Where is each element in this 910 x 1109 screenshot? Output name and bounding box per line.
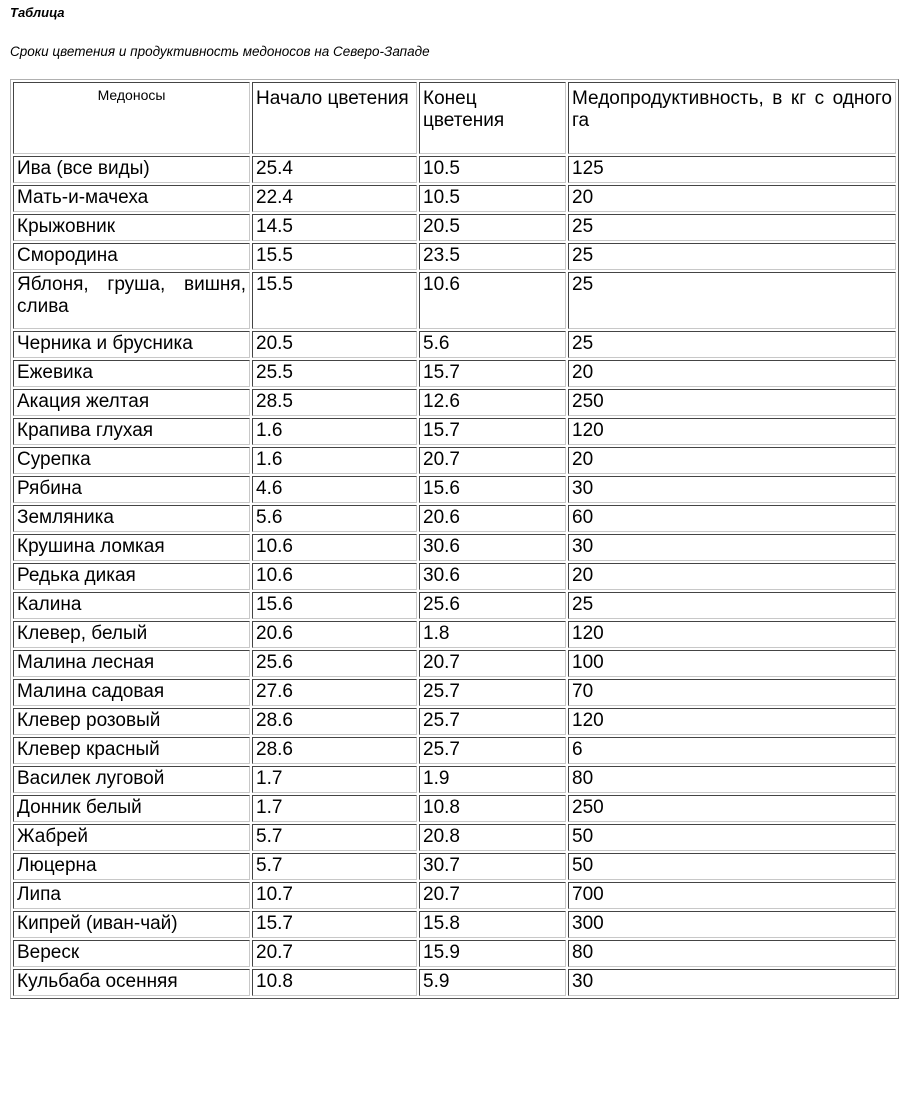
table-row <box>13 824 896 851</box>
cell-plant: Ежевика <box>13 360 250 387</box>
header-plants: Медоносы <box>13 82 250 154</box>
cell-plant: Рябина <box>13 476 250 503</box>
cell-plant: Крушина ломкая <box>13 534 250 561</box>
cell-bloom-end: 15.7 <box>419 360 566 387</box>
cell-honey-yield: 25 <box>568 214 896 241</box>
cell-bloom-start: 20.5 <box>252 331 417 358</box>
table-row <box>13 272 896 329</box>
cell-bloom-end: 5.9 <box>419 969 566 996</box>
table-caption: Сроки цветения и продуктивность медоносов на Северо-Западе <box>10 44 430 59</box>
cell-honey-yield: 80 <box>568 940 896 967</box>
cell-plant: Клевер, белый <box>13 621 250 648</box>
table-row <box>13 795 896 822</box>
table-row <box>13 476 896 503</box>
cell-bloom-start: 5.7 <box>252 853 417 880</box>
cell-honey-yield: 300 <box>568 911 896 938</box>
cell-bloom-start: 28.5 <box>252 389 417 416</box>
cell-honey-yield: 120 <box>568 418 896 445</box>
cell-bloom-end: 30.7 <box>419 853 566 880</box>
header-honey-yield: Медопродуктивность, в кг с одного га <box>568 82 896 154</box>
cell-plant: Смородина <box>13 243 250 270</box>
cell-bloom-end: 25.6 <box>419 592 566 619</box>
cell-bloom-start: 15.5 <box>252 243 417 270</box>
cell-bloom-end: 20.7 <box>419 447 566 474</box>
cell-plant: Редька дикая <box>13 563 250 590</box>
cell-honey-yield: 20 <box>568 185 896 212</box>
cell-plant: Сурепка <box>13 447 250 474</box>
cell-honey-yield: 30 <box>568 534 896 561</box>
cell-bloom-end: 10.5 <box>419 156 566 183</box>
cell-bloom-start: 1.6 <box>252 447 417 474</box>
cell-honey-yield: 700 <box>568 882 896 909</box>
table-header-row <box>13 82 896 154</box>
table-row <box>13 534 896 561</box>
cell-bloom-end: 12.6 <box>419 389 566 416</box>
cell-honey-yield: 20 <box>568 360 896 387</box>
table-row <box>13 969 896 996</box>
cell-plant: Мать-и-мачеха <box>13 185 250 212</box>
cell-honey-yield: 50 <box>568 824 896 851</box>
cell-bloom-start: 10.6 <box>252 534 417 561</box>
cell-honey-yield: 60 <box>568 505 896 532</box>
cell-bloom-start: 1.7 <box>252 766 417 793</box>
cell-honey-yield: 30 <box>568 476 896 503</box>
table-row <box>13 563 896 590</box>
cell-plant: Ива (все виды) <box>13 156 250 183</box>
cell-plant: Крапива глухая <box>13 418 250 445</box>
cell-bloom-start: 4.6 <box>252 476 417 503</box>
cell-bloom-end: 1.9 <box>419 766 566 793</box>
cell-bloom-end: 10.5 <box>419 185 566 212</box>
cell-bloom-start: 1.7 <box>252 795 417 822</box>
table-row <box>13 940 896 967</box>
cell-plant: Кульбаба осенняя <box>13 969 250 996</box>
cell-plant: Калина <box>13 592 250 619</box>
cell-honey-yield: 25 <box>568 331 896 358</box>
table-row <box>13 243 896 270</box>
cell-honey-yield: 6 <box>568 737 896 764</box>
cell-plant: Василек луговой <box>13 766 250 793</box>
cell-bloom-start: 25.4 <box>252 156 417 183</box>
cell-bloom-end: 30.6 <box>419 534 566 561</box>
table-row <box>13 911 896 938</box>
cell-bloom-end: 20.6 <box>419 505 566 532</box>
cell-honey-yield: 25 <box>568 243 896 270</box>
cell-bloom-end: 23.5 <box>419 243 566 270</box>
cell-honey-yield: 120 <box>568 621 896 648</box>
cell-honey-yield: 250 <box>568 389 896 416</box>
cell-plant: Акация желтая <box>13 389 250 416</box>
cell-honey-yield: 20 <box>568 563 896 590</box>
table-row <box>13 505 896 532</box>
cell-bloom-start: 28.6 <box>252 737 417 764</box>
cell-bloom-end: 10.6 <box>419 272 566 329</box>
table-row <box>13 592 896 619</box>
cell-plant: Кипрей (иван-чай) <box>13 911 250 938</box>
table-row <box>13 185 896 212</box>
cell-plant: Крыжовник <box>13 214 250 241</box>
table-row <box>13 214 896 241</box>
cell-honey-yield: 25 <box>568 272 896 329</box>
cell-bloom-end: 25.7 <box>419 737 566 764</box>
cell-plant: Малина лесная <box>13 650 250 677</box>
table-row <box>13 621 896 648</box>
cell-plant: Люцерна <box>13 853 250 880</box>
cell-bloom-end: 15.6 <box>419 476 566 503</box>
cell-plant: Черника и брусника <box>13 331 250 358</box>
cell-bloom-start: 10.8 <box>252 969 417 996</box>
cell-bloom-end: 30.6 <box>419 563 566 590</box>
cell-bloom-start: 25.5 <box>252 360 417 387</box>
table-row <box>13 737 896 764</box>
cell-bloom-end: 10.8 <box>419 795 566 822</box>
cell-bloom-end: 1.8 <box>419 621 566 648</box>
cell-bloom-start: 15.5 <box>252 272 417 329</box>
cell-bloom-end: 20.7 <box>419 650 566 677</box>
cell-plant: Жабрей <box>13 824 250 851</box>
cell-plant: Земляника <box>13 505 250 532</box>
table-row <box>13 882 896 909</box>
table-row <box>13 389 896 416</box>
cell-honey-yield: 100 <box>568 650 896 677</box>
table-row <box>13 331 896 358</box>
cell-plant: Донник белый <box>13 795 250 822</box>
cell-bloom-start: 22.4 <box>252 185 417 212</box>
table-row <box>13 853 896 880</box>
cell-bloom-start: 27.6 <box>252 679 417 706</box>
cell-bloom-start: 10.6 <box>252 563 417 590</box>
honey-plants-table <box>10 79 899 999</box>
cell-bloom-start: 5.7 <box>252 824 417 851</box>
cell-bloom-start: 14.5 <box>252 214 417 241</box>
cell-plant: Яблоня, груша, вишня, слива <box>13 272 250 329</box>
cell-bloom-start: 20.7 <box>252 940 417 967</box>
cell-bloom-end: 5.6 <box>419 331 566 358</box>
cell-honey-yield: 125 <box>568 156 896 183</box>
table-row <box>13 360 896 387</box>
cell-honey-yield: 120 <box>568 708 896 735</box>
cell-bloom-start: 20.6 <box>252 621 417 648</box>
cell-bloom-end: 15.9 <box>419 940 566 967</box>
cell-bloom-end: 15.7 <box>419 418 566 445</box>
cell-honey-yield: 30 <box>568 969 896 996</box>
cell-bloom-end: 20.7 <box>419 882 566 909</box>
cell-bloom-start: 28.6 <box>252 708 417 735</box>
cell-bloom-end: 25.7 <box>419 679 566 706</box>
cell-plant: Клевер красный <box>13 737 250 764</box>
cell-bloom-start: 1.6 <box>252 418 417 445</box>
cell-bloom-start: 5.6 <box>252 505 417 532</box>
cell-honey-yield: 250 <box>568 795 896 822</box>
table-row <box>13 766 896 793</box>
header-bloom-end: Конец цветения <box>419 82 566 154</box>
cell-plant: Клевер розовый <box>13 708 250 735</box>
table-row <box>13 156 896 183</box>
cell-bloom-start: 15.7 <box>252 911 417 938</box>
cell-bloom-end: 20.8 <box>419 824 566 851</box>
cell-honey-yield: 70 <box>568 679 896 706</box>
cell-bloom-end: 20.5 <box>419 214 566 241</box>
table-row <box>13 447 896 474</box>
cell-honey-yield: 80 <box>568 766 896 793</box>
cell-honey-yield: 50 <box>568 853 896 880</box>
header-bloom-start: Начало цветения <box>252 82 417 154</box>
cell-bloom-end: 15.8 <box>419 911 566 938</box>
cell-honey-yield: 25 <box>568 592 896 619</box>
cell-bloom-start: 15.6 <box>252 592 417 619</box>
cell-bloom-start: 10.7 <box>252 882 417 909</box>
cell-bloom-end: 25.7 <box>419 708 566 735</box>
table-label: Таблица <box>10 5 65 20</box>
cell-honey-yield: 20 <box>568 447 896 474</box>
table-row <box>13 708 896 735</box>
cell-plant: Липа <box>13 882 250 909</box>
table-row <box>13 418 896 445</box>
table-row <box>13 679 896 706</box>
cell-plant: Малина садовая <box>13 679 250 706</box>
cell-bloom-start: 25.6 <box>252 650 417 677</box>
table-row <box>13 650 896 677</box>
cell-plant: Вереск <box>13 940 250 967</box>
